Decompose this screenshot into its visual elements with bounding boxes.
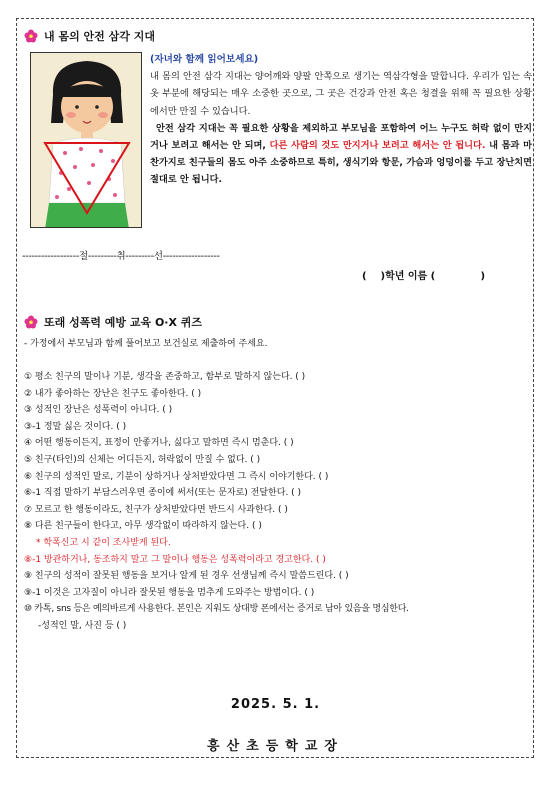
quiz-item-highlight: ⑧-1 방관하거나, 동조하지 말고 그 말이나 행동은 성폭력이라고 경고한다. ( ) — [24, 554, 326, 565]
quiz-item: ④ 어떤 행동이든지, 표정이 안좋거나, 싫다고 말하면 즉시 멈춘다. ( ) — [24, 438, 294, 449]
cut-line: ------------------절---------취---------선------------------ — [22, 251, 220, 262]
quiz-item-sub: -성적인 말, 사진 등 ( ) — [38, 620, 127, 631]
section1-body — [150, 51, 532, 189]
section1-subtitle: (자녀와 함께 읽어보세요) — [150, 54, 259, 65]
submission-note: - 가정에서 부모님과 함께 풀어보고 보건실로 제출하여 주세요. — [24, 339, 268, 349]
para2-warning: 다른 사람의 것도 만지거나 보려고 해서는 안 됩니다. — [269, 140, 486, 152]
quiz-item: ⑦ 모르고 한 행동이라도, 친구가 상처받았다면 반드시 사과한다. ( ) — [24, 504, 288, 515]
child-safety-triangle-image — [31, 53, 142, 228]
quiz-item: ② 내가 좋아하는 장난은 친구도 좋아한다. ( ) — [24, 388, 202, 399]
section2-heading — [24, 314, 202, 330]
quiz-list — [24, 369, 529, 635]
quiz-item: ⑨-1 이것은 고자질이 아니라 잘못된 행동을 멈추게 도와주는 방법이다. ( ) — [24, 587, 315, 598]
grade-name-line: ( )학년 이름 ( ) — [362, 271, 486, 282]
section1-title: 내 몸의 안전 삼각 지대 — [44, 30, 155, 43]
flower-icon — [24, 315, 38, 329]
quiz-item: ③-1 정말 싫은 것이다. ( ) — [24, 421, 127, 432]
quiz-item: ⑨ 친구의 성적이 잘못된 행동을 보거나 알게 된 경우 선생님께 즉시 말씀드린다. ( ) — [24, 571, 349, 582]
para2-end: 내 몸과 마찬가지로 친구들의 몸도 아주 소중하므로 특히, 생식기와 항문, 가슴과 엉덩이를 두고 장난치면 절대로 안 됩니다. — [150, 140, 532, 186]
section2-title: 또래 성폭력 예방 교육 O·X 퀴즈 — [44, 316, 203, 329]
para2-normal: 안전 삼각 지대는 꼭 필요한 상황을 제외하고 부모님을 포함하여 어느 누구도 허락 없이 만지거나 보려고 해서는 안 되며, — [150, 122, 532, 152]
flower-icon — [24, 29, 38, 43]
quiz-item: ⑩ 카톡, sns 등은 예의바르게 사용한다. 본인은 지워도 상대방 폰에서는 증거로 남아 있음을 명심한다. — [24, 604, 409, 615]
quiz-item: ⑥-1 직접 말하기 부담스러우면 종이에 써서(또는 문자로) 전달한다. ( ) — [24, 488, 302, 499]
quiz-item: ① 평소 친구의 말이나 기분, 생각을 존중하고, 함부로 말하지 않는다. ( ) — [24, 372, 306, 382]
child-illustration — [30, 52, 142, 228]
section1-heading — [24, 28, 155, 44]
quiz-item: ⑥ 친구의 성적인 말로, 기분이 상하거나 상처받았다면 그 즉시 이야기한다. ( ) — [24, 471, 329, 482]
quiz-warning: * 학폭신고 시 같이 조사받게 된다. — [36, 537, 171, 548]
section1-para2 — [150, 120, 532, 189]
section1-para1: 내 몸의 안전 삼각 지대는 양어깨와 양팔 안쪽으로 생기는 역삼각형을 말합니다. 우리가 입는 속옷 부분에 해당되는 매우 소중한 곳으로, 그 곳은 건강과 안전 혹은 청결을 위해 꼭 필요한 상황에서만 만질 수 있습니다. — [150, 71, 532, 117]
quiz-item: ⑧ 다른 친구들이 한다고, 아무 생각없이 따라하지 않는다. ( ) — [24, 521, 262, 532]
quiz-item: ③ 성적인 장난은 성폭력이 아니다. ( ) — [24, 405, 173, 416]
school-name: 흥산초등학교장 — [207, 739, 344, 754]
quiz-item: ⑤ 친구(타인)의 신체는 어디든지, 허락없이 만질 수 없다. ( ) — [24, 454, 261, 465]
document-date: 2025. 5. 1. — [230, 697, 321, 712]
